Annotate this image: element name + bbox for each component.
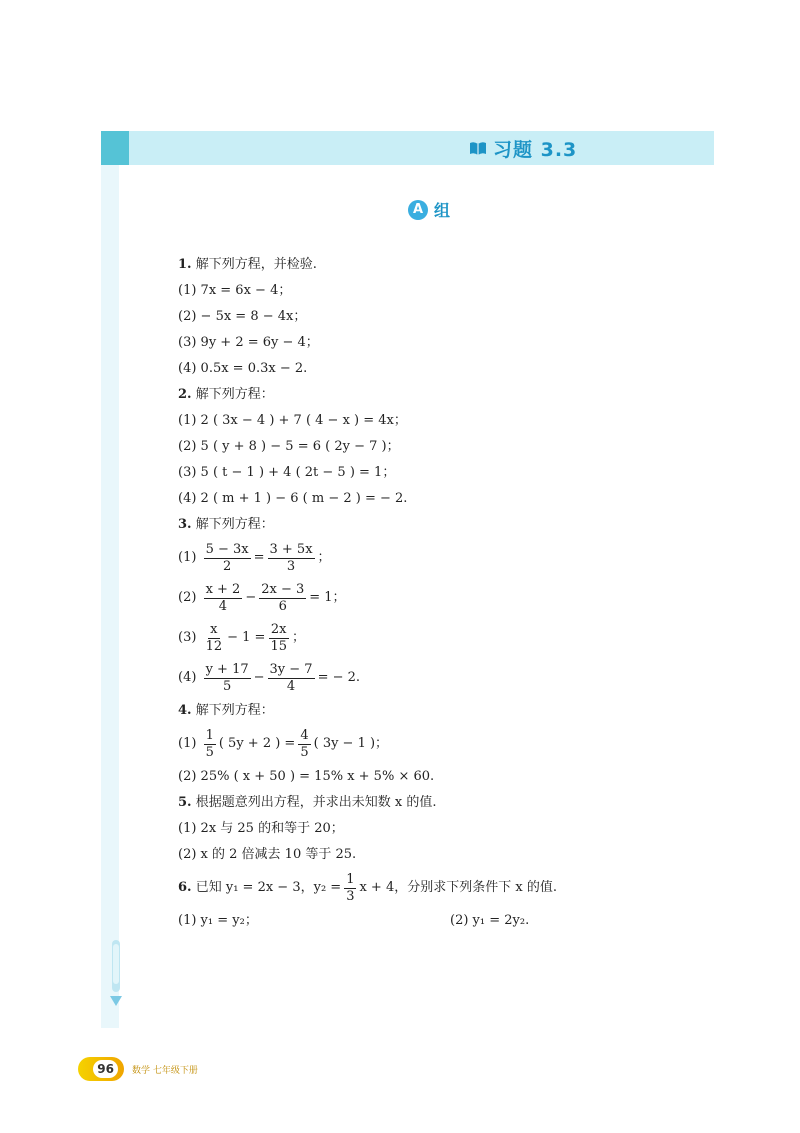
fraction [268, 542, 315, 575]
denominator: 4 [218, 598, 228, 614]
problem-number: 2. [178, 387, 192, 402]
equation-tail: = 1； [309, 590, 346, 605]
operator: − [253, 670, 265, 685]
denominator: 3 [346, 888, 355, 904]
item-label: (3) [178, 630, 197, 645]
numerator: 1 [346, 871, 355, 887]
numerator: 3y − 7 [269, 661, 313, 677]
fraction-equation [178, 578, 698, 618]
item-label: (1) [178, 550, 197, 565]
problem-text: 已知 y₁ = 2x − 3，y₂ = [195, 880, 342, 895]
numerator: 4 [300, 727, 309, 743]
numerator: 1 [205, 727, 214, 743]
group-heading [408, 198, 450, 221]
equation-tail: = − 2. [317, 670, 361, 685]
numerator: 3 + 5x [269, 541, 313, 557]
book-title: 数学 七年级下册 [132, 1065, 198, 1076]
side-margin-strip [101, 131, 119, 1028]
condition-item: (1) y₁ = y₂； [178, 913, 258, 928]
equation-tail: ( 3y − 1 )； [313, 736, 389, 751]
denominator: 6 [278, 598, 287, 614]
page-footer [78, 1056, 198, 1082]
section-banner [101, 131, 714, 165]
problem-2-title [178, 382, 698, 408]
fraction [344, 872, 356, 905]
fraction-equation [178, 618, 698, 658]
problem-text: 解下列方程： [195, 387, 274, 402]
fraction [268, 622, 289, 655]
problem-number: 3. [178, 517, 192, 532]
fraction [204, 662, 251, 695]
problem-6-conditions [178, 908, 698, 934]
numerator: 5 − 3x [205, 541, 249, 557]
numerator: 2x − 3 [261, 581, 305, 597]
fraction [298, 728, 310, 761]
problem-item: (2) 5 ( y + 8 ) − 5 = 6 ( 2y − 7 )； [178, 439, 400, 454]
denominator: 12 [205, 638, 223, 654]
problem-text: 根据题意列出方程，并求出未知数 x 的值. [195, 795, 437, 810]
scroll-down-icon [108, 940, 124, 1010]
problem-text: 解下列方程： [195, 517, 274, 532]
fraction-equation [178, 538, 698, 578]
problem-number: 1. [178, 257, 192, 272]
problem-item: (1) 2 ( 3x − 4 ) + 7 ( 4 − x ) = 4x； [178, 413, 407, 428]
banner-title-text: 习题 3.3 [493, 138, 578, 161]
fraction [204, 622, 225, 655]
exercise-list [178, 252, 698, 934]
fraction [259, 582, 306, 615]
problem-item: (3) 9y + 2 = 6y − 4； [178, 335, 319, 350]
problem-item: (2) − 5x = 8 − 4x； [178, 309, 307, 324]
denominator: 5 [222, 678, 232, 694]
problem-item: (3) 5 ( t − 1 ) + 4 ( 2t − 5 ) = 1； [178, 465, 396, 480]
problem-item: (1) 7x = 6x − 4； [178, 283, 292, 298]
problem-text: 解下列方程，并检验. [195, 257, 317, 272]
page-number-badge [78, 1057, 124, 1081]
problem-text: x + 4，分别求下列条件下 x 的值. [359, 880, 557, 895]
denominator: 5 [300, 744, 309, 760]
fraction [204, 542, 251, 575]
condition-item: (2) y₁ = 2y₂. [450, 913, 530, 928]
operator: = [253, 550, 265, 565]
numerator: x [210, 621, 218, 637]
problem-item: (4) 0.5x = 0.3x − 2. [178, 361, 308, 376]
item-label: (2) [178, 590, 197, 605]
fraction [204, 728, 216, 761]
problem-6-title [178, 868, 698, 908]
fraction [204, 582, 243, 615]
problem-number: 4. [178, 703, 192, 718]
denominator: 4 [286, 678, 296, 694]
problem-5-title [178, 790, 698, 816]
denominator: 3 [286, 558, 296, 574]
problem-3-title [178, 512, 698, 538]
operator: − 1 = [227, 630, 266, 645]
fraction [268, 662, 315, 695]
page-number: 96 [93, 1060, 118, 1078]
numerator: y + 17 [205, 661, 249, 677]
item-label: (1) [178, 736, 197, 751]
problem-text: 解下列方程： [195, 703, 274, 718]
book-icon [469, 140, 487, 156]
group-label: 组 [434, 201, 451, 220]
problem-number: 5. [178, 795, 192, 810]
operator: − [245, 590, 257, 605]
problem-item: (2) 25% ( x + 50 ) = 15% x + 5% × 60. [178, 769, 435, 784]
problem-item: (1) 2x 与 25 的和等于 20； [178, 821, 344, 836]
numerator: x + 2 [205, 581, 241, 597]
equation-tail: ； [291, 630, 305, 645]
operator: ( 5y + 2 ) = [218, 736, 296, 751]
group-badge: A [408, 200, 428, 220]
problem-item: (4) 2 ( m + 1 ) − 6 ( m − 2 ) = − 2. [178, 491, 408, 506]
problem-number: 6. [178, 880, 192, 895]
denominator: 5 [205, 744, 214, 760]
denominator: 2 [222, 558, 232, 574]
banner-accent-block [101, 131, 129, 165]
equation-tail: ； [317, 550, 331, 565]
numerator: 2x [270, 621, 287, 637]
problem-4-title [178, 698, 698, 724]
problem-1-title [178, 252, 698, 278]
fraction-equation [178, 658, 698, 698]
banner-title [469, 136, 577, 160]
fraction-equation [178, 724, 698, 764]
item-label: (4) [178, 670, 197, 685]
problem-item: (2) x 的 2 倍减去 10 等于 25. [178, 847, 357, 862]
denominator: 15 [270, 638, 287, 654]
